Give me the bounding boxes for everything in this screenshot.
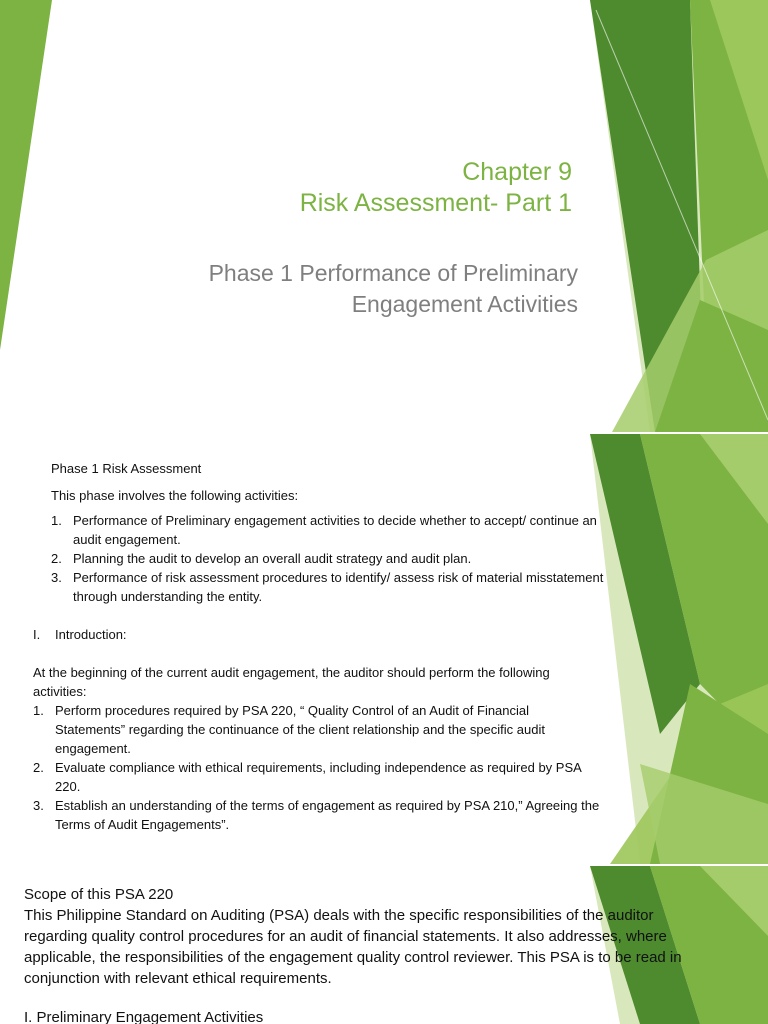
scope-line: regarding quality control procedures for an audit of financial statements. It also addresses, where (24, 928, 667, 945)
step-1-line-1: Perform procedures required by PSA 220, “ Quality Control of an Audit of Financial (55, 703, 530, 718)
scope-line: This Philippine Standard on Auditing (PSA) deals with the specific responsibilities of the auditor (24, 907, 654, 924)
paragraph-line-1: At the beginning of the current audit engagement, the auditor should perform the following (33, 665, 550, 680)
slide-title (0, 0, 768, 432)
intro-paragraph (33, 663, 550, 701)
subtitle-line-1: Phase 1 Performance of Preliminary (208, 260, 578, 286)
chapter-subtitle (209, 258, 578, 320)
activity-3-line-1: Performance of risk assessment procedures to identify/ assess risk of material misstatement (73, 570, 604, 585)
section-heading (33, 625, 127, 644)
activity-number: 2. (51, 551, 62, 566)
cut-off-heading: I. Preliminary Engagement Activities (24, 1009, 264, 1024)
step-3-line-1: Establish an understanding of the terms of engagement as required by PSA 210,” Agreeing the (55, 798, 600, 813)
step-2-line-2: 220. (55, 779, 81, 794)
step-number: 2. (33, 760, 44, 775)
scope-line: applicable, the responsibilities of the engagement quality control reviewer. This PSA is to be read in (24, 949, 682, 966)
step-number: 3. (33, 798, 44, 813)
title-line-1: Chapter 9 (462, 158, 572, 186)
step-3-line-2: Terms of Audit Engagements”. (55, 817, 230, 832)
scope-text (24, 884, 744, 1024)
phase-heading: Phase 1 Risk Assessment (51, 461, 202, 476)
slide-phase-1 (0, 434, 768, 864)
chapter-title (300, 157, 572, 219)
activity-3-line-2: through understanding the entity. (73, 589, 263, 604)
phase-intro: This phase involves the following activities: (51, 488, 299, 503)
step-1-line-2: Statements” regarding the continuance of the client relationship and the specific audit (55, 722, 545, 737)
step-number: 1. (33, 703, 44, 718)
activities-list (51, 511, 603, 606)
slide-scope (0, 866, 768, 1024)
activity-number: 3. (51, 570, 62, 585)
activity-1-line-1: Performance of Preliminary engagement activities to decide whether to accept/ continue an (73, 513, 597, 528)
scope-line: conjunction with relevant ethical requirements. (24, 970, 332, 987)
activity-2-text: Planning the audit to develop an overall audit strategy and audit plan. (73, 551, 472, 566)
paragraph-line-2: activities: (33, 684, 87, 699)
left-green-triangle (0, 0, 52, 350)
scope-heading: Scope of this PSA 220 (24, 886, 174, 903)
title-line-2: Risk Assessment- Part 1 (299, 189, 572, 217)
activity-1-line-2: audit engagement. (73, 532, 181, 547)
section-title: Introduction: (55, 627, 127, 642)
activity-number: 1. (51, 513, 62, 528)
step-1-line-3: engagement. (55, 741, 131, 756)
subtitle-line-2: Engagement Activities (351, 291, 578, 317)
steps-list (33, 701, 599, 834)
section-number: I. (33, 627, 41, 642)
step-2-line-1: Evaluate compliance with ethical requirements, including independence as required by PSA (55, 760, 582, 775)
